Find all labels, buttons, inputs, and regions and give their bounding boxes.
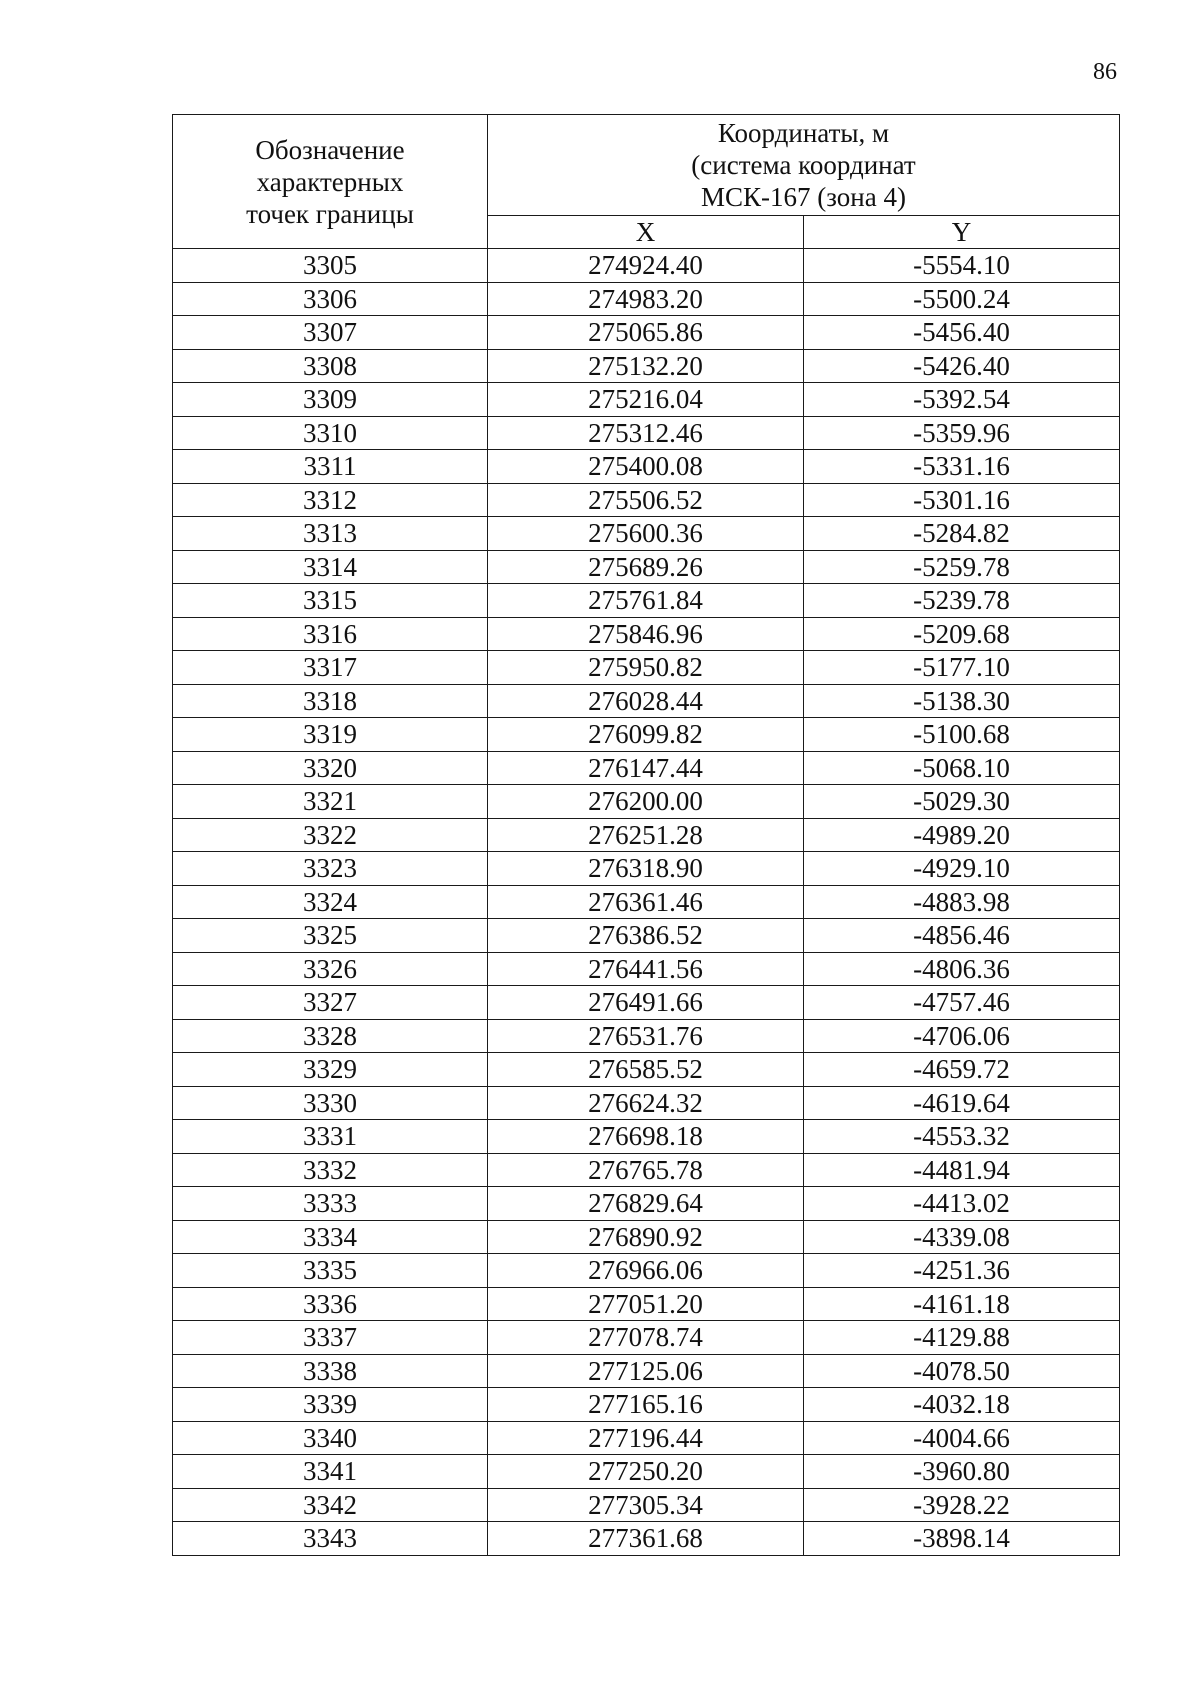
header-coords-cell xyxy=(488,115,1120,216)
y-cell: -4481.94 xyxy=(804,1153,1120,1187)
x-cell: 275600.36 xyxy=(488,517,804,551)
y-cell: -4161.18 xyxy=(804,1287,1120,1321)
point-cell: 3332 xyxy=(173,1153,488,1187)
y-cell: -5239.78 xyxy=(804,584,1120,618)
x-cell: 277250.20 xyxy=(488,1455,804,1489)
table-header xyxy=(173,115,1120,249)
y-cell: -4989.20 xyxy=(804,818,1120,852)
y-cell: -4929.10 xyxy=(804,852,1120,886)
x-cell: 277196.44 xyxy=(488,1421,804,1455)
table-row xyxy=(173,1388,1120,1422)
table-row xyxy=(173,383,1120,417)
point-cell: 3342 xyxy=(173,1488,488,1522)
y-cell: -5426.40 xyxy=(804,349,1120,383)
y-cell: -5500.24 xyxy=(804,282,1120,316)
x-cell: 276318.90 xyxy=(488,852,804,886)
point-cell: 3316 xyxy=(173,617,488,651)
table-row xyxy=(173,718,1120,752)
y-cell: -5331.16 xyxy=(804,450,1120,484)
header-coords-line-3: МСК-167 (зона 4) xyxy=(701,181,906,212)
x-cell: 275950.82 xyxy=(488,651,804,685)
table-row xyxy=(173,483,1120,517)
x-cell: 276386.52 xyxy=(488,919,804,953)
point-cell: 3307 xyxy=(173,316,488,350)
x-cell: 276829.64 xyxy=(488,1187,804,1221)
point-cell: 3343 xyxy=(173,1522,488,1556)
y-cell: -5554.10 xyxy=(804,249,1120,283)
table-body xyxy=(173,249,1120,1556)
table-row xyxy=(173,852,1120,886)
point-cell: 3306 xyxy=(173,282,488,316)
x-cell: 275400.08 xyxy=(488,450,804,484)
point-cell: 3328 xyxy=(173,1019,488,1053)
header-row-top xyxy=(173,115,1120,216)
x-cell: 276200.00 xyxy=(488,785,804,819)
x-cell: 275312.46 xyxy=(488,416,804,450)
point-cell: 3338 xyxy=(173,1354,488,1388)
x-cell: 275761.84 xyxy=(488,584,804,618)
x-cell: 276531.76 xyxy=(488,1019,804,1053)
table-row xyxy=(173,1153,1120,1187)
x-cell: 276099.82 xyxy=(488,718,804,752)
point-cell: 3326 xyxy=(173,952,488,986)
point-cell: 3322 xyxy=(173,818,488,852)
table-row xyxy=(173,1220,1120,1254)
y-cell: -4757.46 xyxy=(804,986,1120,1020)
table-row xyxy=(173,1354,1120,1388)
table-row xyxy=(173,1287,1120,1321)
table-row xyxy=(173,282,1120,316)
point-cell: 3333 xyxy=(173,1187,488,1221)
point-cell: 3312 xyxy=(173,483,488,517)
table-row xyxy=(173,684,1120,718)
x-cell: 276491.66 xyxy=(488,986,804,1020)
x-cell: 275689.26 xyxy=(488,550,804,584)
x-cell: 275132.20 xyxy=(488,349,804,383)
point-cell: 3334 xyxy=(173,1220,488,1254)
table-row xyxy=(173,550,1120,584)
y-cell: -5029.30 xyxy=(804,785,1120,819)
y-cell: -4129.88 xyxy=(804,1321,1120,1355)
y-cell: -4004.66 xyxy=(804,1421,1120,1455)
table-row xyxy=(173,584,1120,618)
point-cell: 3321 xyxy=(173,785,488,819)
coordinates-table xyxy=(172,114,1120,1556)
x-cell: 276698.18 xyxy=(488,1120,804,1154)
point-cell: 3340 xyxy=(173,1421,488,1455)
x-cell: 277165.16 xyxy=(488,1388,804,1422)
x-cell: 275846.96 xyxy=(488,617,804,651)
point-cell: 3320 xyxy=(173,751,488,785)
y-cell: -4032.18 xyxy=(804,1388,1120,1422)
x-cell: 277305.34 xyxy=(488,1488,804,1522)
y-cell: -4883.98 xyxy=(804,885,1120,919)
point-cell: 3305 xyxy=(173,249,488,283)
point-cell: 3318 xyxy=(173,684,488,718)
y-cell: -5100.68 xyxy=(804,718,1120,752)
x-cell: 277051.20 xyxy=(488,1287,804,1321)
point-cell: 3339 xyxy=(173,1388,488,1422)
table-row xyxy=(173,1488,1120,1522)
header-points-line-1: Обозначение xyxy=(255,134,405,165)
point-cell: 3313 xyxy=(173,517,488,551)
table-row xyxy=(173,249,1120,283)
y-cell: -5068.10 xyxy=(804,751,1120,785)
header-y: Y xyxy=(804,215,1120,248)
table-row xyxy=(173,1086,1120,1120)
y-cell: -5138.30 xyxy=(804,684,1120,718)
y-cell: -4659.72 xyxy=(804,1053,1120,1087)
point-cell: 3331 xyxy=(173,1120,488,1154)
point-cell: 3315 xyxy=(173,584,488,618)
point-cell: 3341 xyxy=(173,1455,488,1489)
x-cell: 275506.52 xyxy=(488,483,804,517)
header-coords-line-2: (система координат xyxy=(691,149,916,180)
x-cell: 276966.06 xyxy=(488,1254,804,1288)
point-cell: 3314 xyxy=(173,550,488,584)
page-number: 86 xyxy=(1093,59,1117,85)
x-cell: 276028.44 xyxy=(488,684,804,718)
y-cell: -5301.16 xyxy=(804,483,1120,517)
x-cell: 276147.44 xyxy=(488,751,804,785)
x-cell: 276361.46 xyxy=(488,885,804,919)
table-row xyxy=(173,1053,1120,1087)
table-row xyxy=(173,986,1120,1020)
x-cell: 275216.04 xyxy=(488,383,804,417)
table-row xyxy=(173,919,1120,953)
y-cell: -5209.68 xyxy=(804,617,1120,651)
x-cell: 276585.52 xyxy=(488,1053,804,1087)
y-cell: -4806.36 xyxy=(804,952,1120,986)
point-cell: 3336 xyxy=(173,1287,488,1321)
header-x: X xyxy=(488,215,804,248)
point-cell: 3311 xyxy=(173,450,488,484)
x-cell: 276890.92 xyxy=(488,1220,804,1254)
table-row xyxy=(173,785,1120,819)
table-row xyxy=(173,651,1120,685)
x-cell: 274924.40 xyxy=(488,249,804,283)
x-cell: 276765.78 xyxy=(488,1153,804,1187)
header-points-line-2: характерных xyxy=(256,166,404,197)
table-row xyxy=(173,1522,1120,1556)
x-cell: 276251.28 xyxy=(488,818,804,852)
y-cell: -4339.08 xyxy=(804,1220,1120,1254)
x-cell: 275065.86 xyxy=(488,316,804,350)
x-cell: 277125.06 xyxy=(488,1354,804,1388)
y-cell: -4856.46 xyxy=(804,919,1120,953)
point-cell: 3329 xyxy=(173,1053,488,1087)
y-cell: -5392.54 xyxy=(804,383,1120,417)
table-row xyxy=(173,1187,1120,1221)
y-cell: -5359.96 xyxy=(804,416,1120,450)
point-cell: 3310 xyxy=(173,416,488,450)
table-row xyxy=(173,1321,1120,1355)
y-cell: -5259.78 xyxy=(804,550,1120,584)
table-row xyxy=(173,751,1120,785)
point-cell: 3308 xyxy=(173,349,488,383)
table-row xyxy=(173,818,1120,852)
y-cell: -4619.64 xyxy=(804,1086,1120,1120)
point-cell: 3335 xyxy=(173,1254,488,1288)
point-cell: 3324 xyxy=(173,885,488,919)
table-row xyxy=(173,450,1120,484)
table-row xyxy=(173,1421,1120,1455)
table-row xyxy=(173,1120,1120,1154)
y-cell: -4553.32 xyxy=(804,1120,1120,1154)
point-cell: 3317 xyxy=(173,651,488,685)
table-row xyxy=(173,885,1120,919)
table-row xyxy=(173,617,1120,651)
table-row xyxy=(173,517,1120,551)
y-cell: -3898.14 xyxy=(804,1522,1120,1556)
y-cell: -4413.02 xyxy=(804,1187,1120,1221)
point-cell: 3330 xyxy=(173,1086,488,1120)
point-cell: 3309 xyxy=(173,383,488,417)
point-cell: 3327 xyxy=(173,986,488,1020)
header-points-cell xyxy=(173,115,488,249)
y-cell: -5284.82 xyxy=(804,517,1120,551)
point-cell: 3323 xyxy=(173,852,488,886)
table-row xyxy=(173,316,1120,350)
y-cell: -4251.36 xyxy=(804,1254,1120,1288)
table-row xyxy=(173,416,1120,450)
table-row xyxy=(173,1455,1120,1489)
table-row xyxy=(173,1254,1120,1288)
table-row xyxy=(173,952,1120,986)
x-cell: 276441.56 xyxy=(488,952,804,986)
y-cell: -4078.50 xyxy=(804,1354,1120,1388)
x-cell: 276624.32 xyxy=(488,1086,804,1120)
header-coords-line-1: Координаты, м xyxy=(717,117,890,148)
x-cell: 277078.74 xyxy=(488,1321,804,1355)
y-cell: -5456.40 xyxy=(804,316,1120,350)
x-cell: 277361.68 xyxy=(488,1522,804,1556)
y-cell: -3960.80 xyxy=(804,1455,1120,1489)
point-cell: 3325 xyxy=(173,919,488,953)
point-cell: 3319 xyxy=(173,718,488,752)
table-row xyxy=(173,349,1120,383)
y-cell: -3928.22 xyxy=(804,1488,1120,1522)
x-cell: 274983.20 xyxy=(488,282,804,316)
point-cell: 3337 xyxy=(173,1321,488,1355)
table-row xyxy=(173,1019,1120,1053)
y-cell: -5177.10 xyxy=(804,651,1120,685)
y-cell: -4706.06 xyxy=(804,1019,1120,1053)
header-points-line-3: точек границы xyxy=(246,198,414,229)
